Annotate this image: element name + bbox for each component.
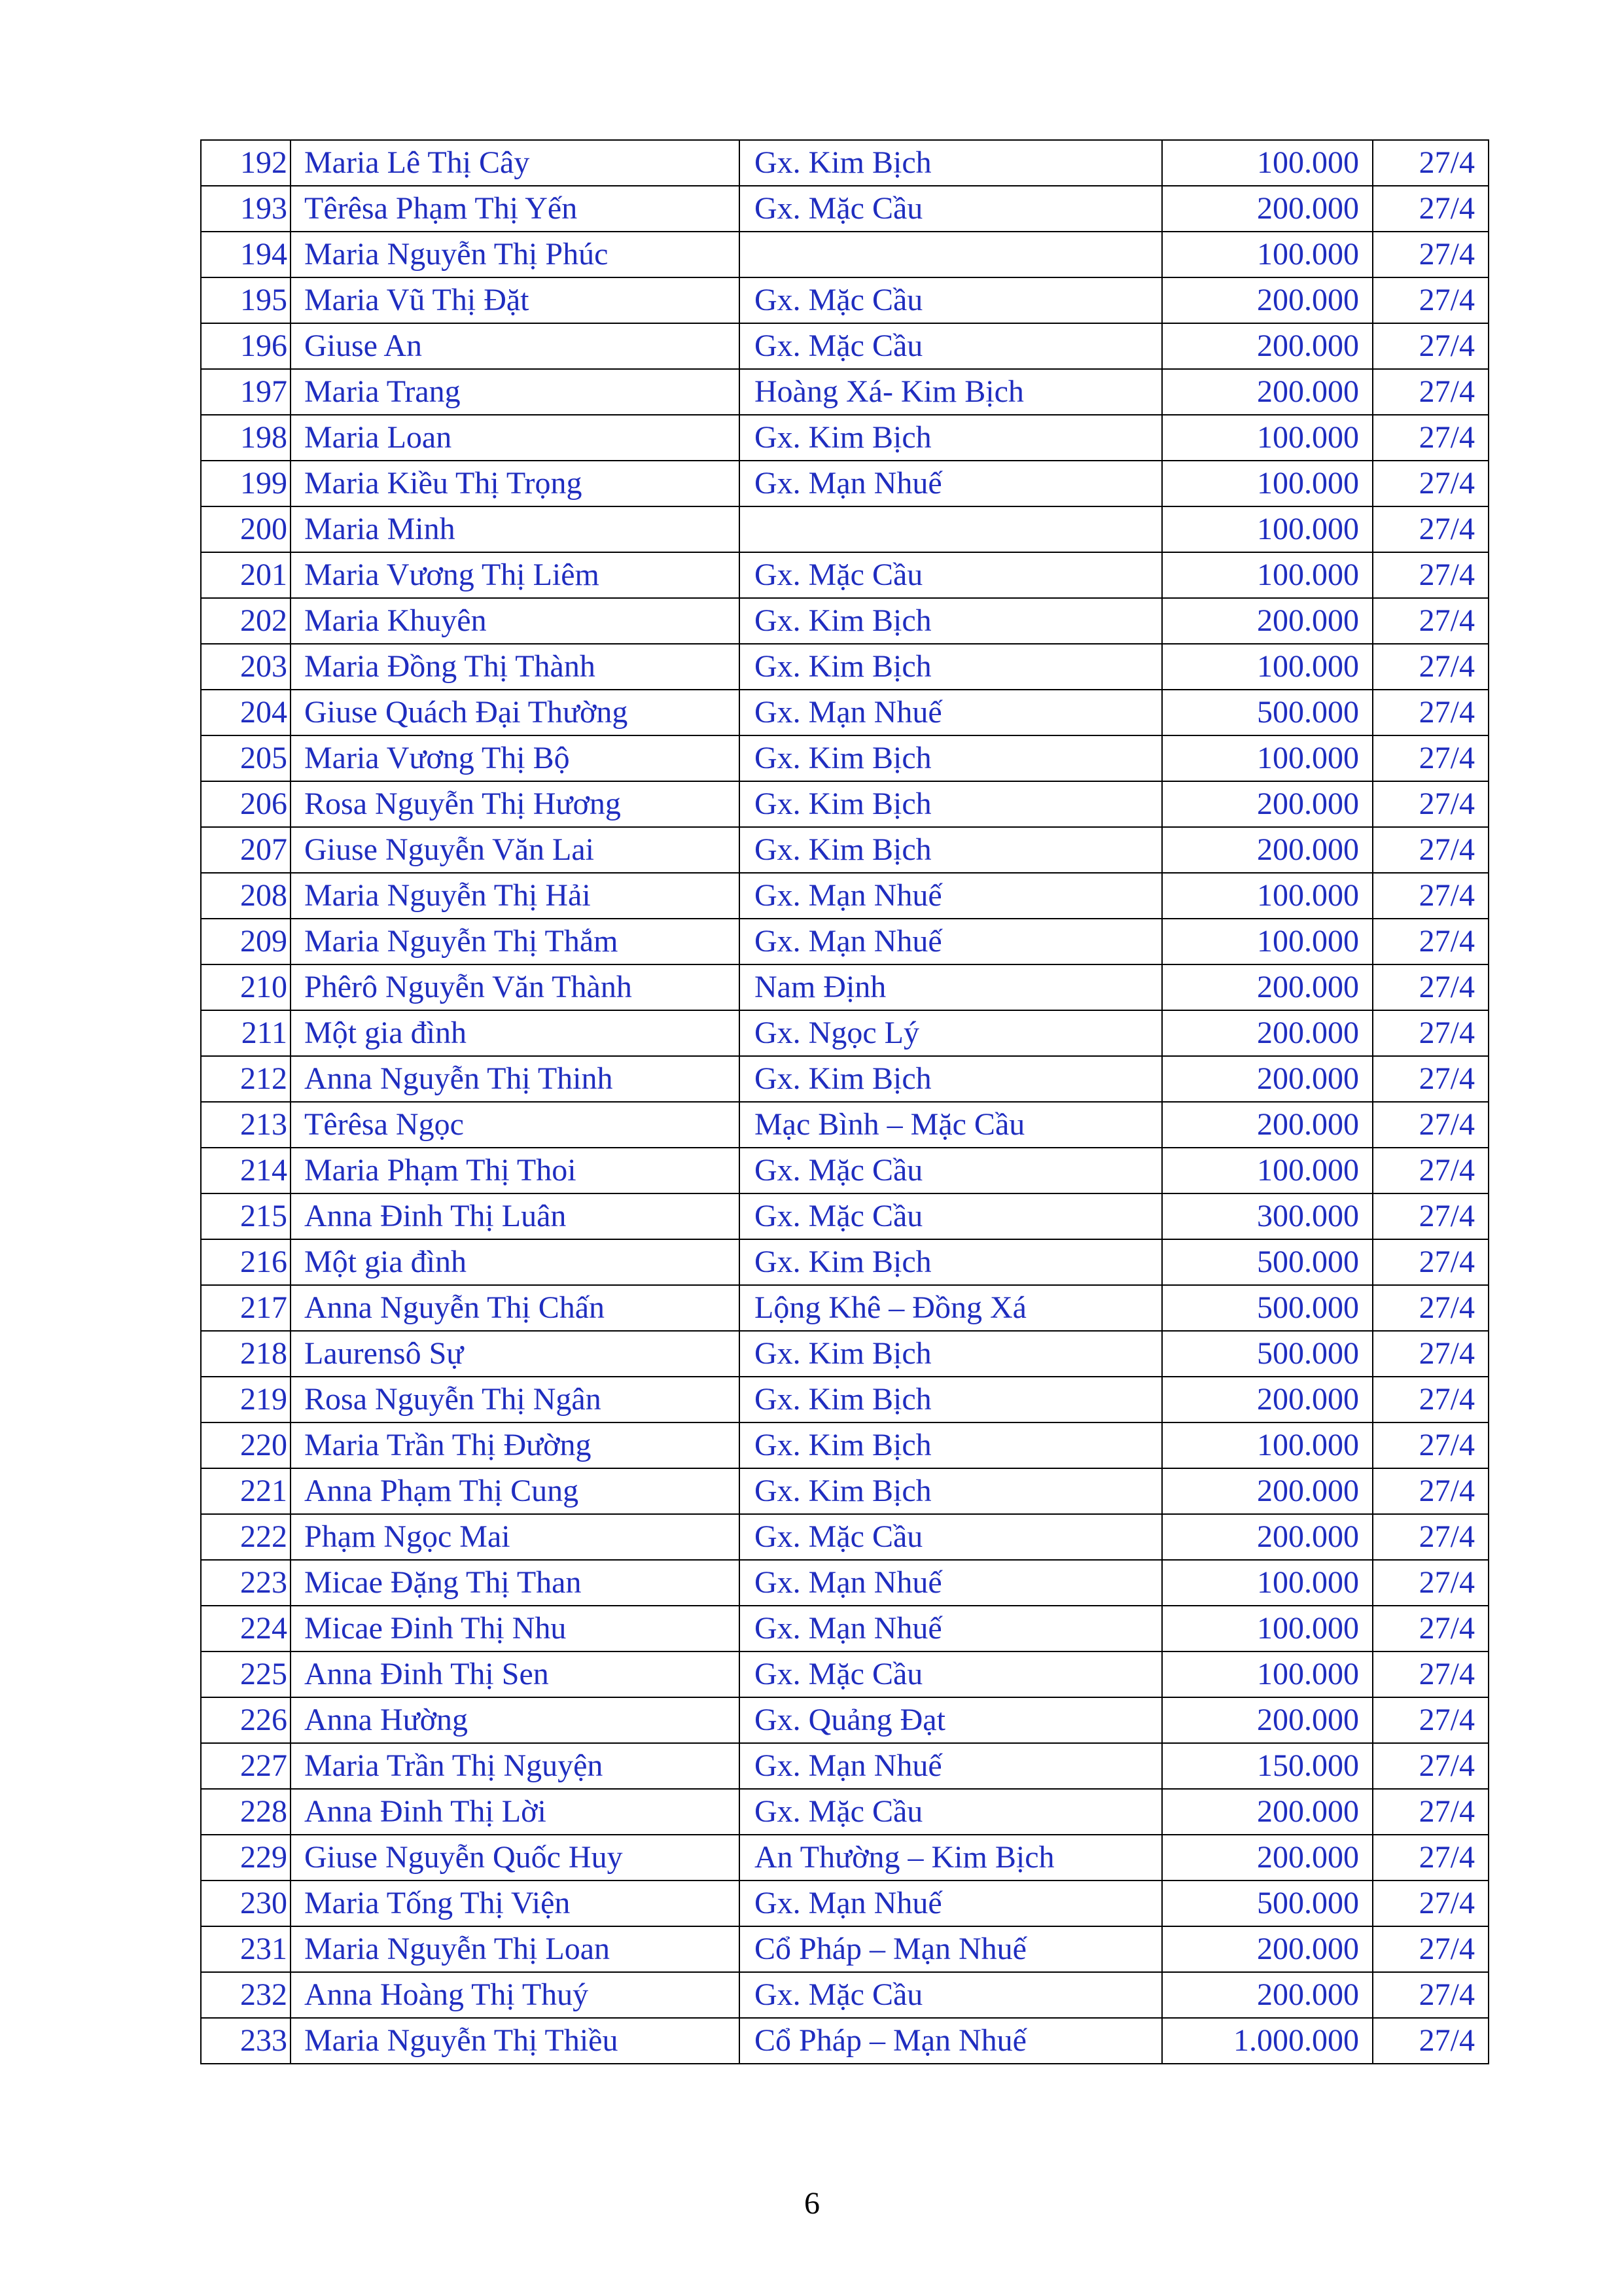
table-row bbox=[201, 919, 1489, 964]
parish-name: Gx. Mặc Cầu bbox=[739, 1789, 1162, 1835]
donation-date: 27/4 bbox=[1373, 1972, 1489, 2018]
donor-name: Laurensô Sự bbox=[291, 1331, 739, 1377]
parish-name: Gx. Mạn Nhuế bbox=[739, 873, 1162, 919]
donation-date: 27/4 bbox=[1373, 140, 1489, 186]
table-row bbox=[201, 415, 1489, 461]
parish-name: Gx. Mạn Nhuế bbox=[739, 690, 1162, 735]
table-row bbox=[201, 690, 1489, 735]
donation-amount: 100.000 bbox=[1162, 1651, 1373, 1697]
row-number: 224 bbox=[201, 1606, 291, 1651]
parish-name: Gx. Mặc Cầu bbox=[739, 1193, 1162, 1239]
row-number: 201 bbox=[201, 552, 291, 598]
donation-date: 27/4 bbox=[1373, 873, 1489, 919]
table-row bbox=[201, 1285, 1489, 1331]
table-row bbox=[201, 827, 1489, 873]
donation-amount: 200.000 bbox=[1162, 1102, 1373, 1148]
donation-amount: 200.000 bbox=[1162, 1377, 1373, 1422]
donor-name: Anna Đinh Thị Lời bbox=[291, 1789, 739, 1835]
donation-amount: 100.000 bbox=[1162, 873, 1373, 919]
donation-date: 27/4 bbox=[1373, 1697, 1489, 1743]
table-row bbox=[201, 644, 1489, 690]
donor-name: Maria Nguyễn Thị Thắm bbox=[291, 919, 739, 964]
parish-name: Gx. Mặc Cầu bbox=[739, 1148, 1162, 1193]
parish-name: Gx. Mặc Cầu bbox=[739, 277, 1162, 323]
donor-name: Maria Nguyễn Thị Thiều bbox=[291, 2018, 739, 2064]
donor-name: Phêrô Nguyễn Văn Thành bbox=[291, 964, 739, 1010]
donor-name: Maria Đồng Thị Thành bbox=[291, 644, 739, 690]
row-number: 216 bbox=[201, 1239, 291, 1285]
table-row bbox=[201, 1560, 1489, 1606]
parish-name: Gx. Mạn Nhuế bbox=[739, 919, 1162, 964]
row-number: 215 bbox=[201, 1193, 291, 1239]
donation-date: 27/4 bbox=[1373, 232, 1489, 277]
table-row bbox=[201, 1789, 1489, 1835]
parish-name: Gx. Kim Bịch bbox=[739, 827, 1162, 873]
row-number: 208 bbox=[201, 873, 291, 919]
donation-date: 27/4 bbox=[1373, 735, 1489, 781]
table-row bbox=[201, 186, 1489, 232]
row-number: 204 bbox=[201, 690, 291, 735]
table-row bbox=[201, 1193, 1489, 1239]
parish-name: Gx. Kim Bịch bbox=[739, 1468, 1162, 1514]
donation-date: 27/4 bbox=[1373, 1331, 1489, 1377]
donor-name: Anna Đinh Thị Sen bbox=[291, 1651, 739, 1697]
row-number: 222 bbox=[201, 1514, 291, 1560]
parish-name: Gx. Mặc Cầu bbox=[739, 1651, 1162, 1697]
donor-name: Maria Vương Thị Liêm bbox=[291, 552, 739, 598]
donor-name: Maria Trần Thị Đường bbox=[291, 1422, 739, 1468]
donation-date: 27/4 bbox=[1373, 1285, 1489, 1331]
row-number: 210 bbox=[201, 964, 291, 1010]
row-number: 226 bbox=[201, 1697, 291, 1743]
table-row bbox=[201, 598, 1489, 644]
table-row bbox=[201, 1468, 1489, 1514]
table-row bbox=[201, 1056, 1489, 1102]
table-row bbox=[201, 1606, 1489, 1651]
donor-name: Rosa Nguyễn Thị Ngân bbox=[291, 1377, 739, 1422]
donor-name: Maria Vũ Thị Đặt bbox=[291, 277, 739, 323]
donor-name: Maria Lê Thị Cây bbox=[291, 140, 739, 186]
parish-name bbox=[739, 232, 1162, 277]
donation-amount: 200.000 bbox=[1162, 277, 1373, 323]
table-row bbox=[201, 1102, 1489, 1148]
donation-date: 27/4 bbox=[1373, 598, 1489, 644]
parish-name: Gx. Kim Bịch bbox=[739, 1377, 1162, 1422]
table-row bbox=[201, 964, 1489, 1010]
parish-name: Lộng Khê – Đồng Xá bbox=[739, 1285, 1162, 1331]
parish-name: Gx. Mạn Nhuế bbox=[739, 461, 1162, 506]
donor-name: Anna Phạm Thị Cung bbox=[291, 1468, 739, 1514]
donor-name: Maria Trang bbox=[291, 369, 739, 415]
donation-amount: 100.000 bbox=[1162, 735, 1373, 781]
row-number: 193 bbox=[201, 186, 291, 232]
donation-amount: 100.000 bbox=[1162, 644, 1373, 690]
parish-name: Gx. Kim Bịch bbox=[739, 140, 1162, 186]
donation-date: 27/4 bbox=[1373, 644, 1489, 690]
donation-amount: 200.000 bbox=[1162, 1697, 1373, 1743]
row-number: 211 bbox=[201, 1010, 291, 1056]
donation-date: 27/4 bbox=[1373, 1377, 1489, 1422]
donation-date: 27/4 bbox=[1373, 415, 1489, 461]
donation-amount: 200.000 bbox=[1162, 598, 1373, 644]
donation-amount: 300.000 bbox=[1162, 1193, 1373, 1239]
table-row bbox=[201, 1881, 1489, 1926]
donation-date: 27/4 bbox=[1373, 1422, 1489, 1468]
donation-date: 27/4 bbox=[1373, 506, 1489, 552]
table-row bbox=[201, 1010, 1489, 1056]
parish-name: Gx. Kim Bịch bbox=[739, 781, 1162, 827]
table-row bbox=[201, 1926, 1489, 1972]
table-row bbox=[201, 1331, 1489, 1377]
row-number: 195 bbox=[201, 277, 291, 323]
table-row bbox=[201, 1651, 1489, 1697]
table-row bbox=[201, 1148, 1489, 1193]
parish-name: Gx. Quảng Đạt bbox=[739, 1697, 1162, 1743]
donation-date: 27/4 bbox=[1373, 277, 1489, 323]
donor-name: Maria Phạm Thị Thoi bbox=[291, 1148, 739, 1193]
donation-date: 27/4 bbox=[1373, 1239, 1489, 1285]
donation-amount: 500.000 bbox=[1162, 1881, 1373, 1926]
donation-date: 27/4 bbox=[1373, 1148, 1489, 1193]
donor-name: Rosa Nguyễn Thị Hương bbox=[291, 781, 739, 827]
parish-name: Gx. Mặc Cầu bbox=[739, 1972, 1162, 2018]
donor-name: Têrêsa Ngọc bbox=[291, 1102, 739, 1148]
donor-name: Maria Khuyên bbox=[291, 598, 739, 644]
donation-amount: 200.000 bbox=[1162, 1010, 1373, 1056]
donation-date: 27/4 bbox=[1373, 2018, 1489, 2064]
donation-amount: 200.000 bbox=[1162, 186, 1373, 232]
donation-amount: 100.000 bbox=[1162, 1560, 1373, 1606]
row-number: 206 bbox=[201, 781, 291, 827]
donation-date: 27/4 bbox=[1373, 1651, 1489, 1697]
donor-name: Maria Nguyễn Thị Phúc bbox=[291, 232, 739, 277]
table-row bbox=[201, 1835, 1489, 1881]
donor-name: Maria Vương Thị Bộ bbox=[291, 735, 739, 781]
row-number: 198 bbox=[201, 415, 291, 461]
donation-amount: 200.000 bbox=[1162, 964, 1373, 1010]
donation-amount: 200.000 bbox=[1162, 781, 1373, 827]
row-number: 230 bbox=[201, 1881, 291, 1926]
donation-amount: 200.000 bbox=[1162, 1056, 1373, 1102]
parish-name: Gx. Mạn Nhuế bbox=[739, 1881, 1162, 1926]
table-row bbox=[201, 781, 1489, 827]
row-number: 200 bbox=[201, 506, 291, 552]
donor-name: Giuse Nguyễn Văn Lai bbox=[291, 827, 739, 873]
parish-name: Hoàng Xá- Kim Bịch bbox=[739, 369, 1162, 415]
row-number: 223 bbox=[201, 1560, 291, 1606]
parish-name: Gx. Mạn Nhuế bbox=[739, 1606, 1162, 1651]
parish-name: Mạc Bình – Mặc Cầu bbox=[739, 1102, 1162, 1148]
table-row bbox=[201, 369, 1489, 415]
donation-amount: 100.000 bbox=[1162, 461, 1373, 506]
donation-date: 27/4 bbox=[1373, 1102, 1489, 1148]
donation-amount: 200.000 bbox=[1162, 1835, 1373, 1881]
donation-amount: 200.000 bbox=[1162, 1926, 1373, 1972]
parish-name: Gx. Kim Bịch bbox=[739, 598, 1162, 644]
donation-amount: 200.000 bbox=[1162, 827, 1373, 873]
donation-amount: 100.000 bbox=[1162, 1148, 1373, 1193]
donation-amount: 150.000 bbox=[1162, 1743, 1373, 1789]
donation-date: 27/4 bbox=[1373, 781, 1489, 827]
table-row bbox=[201, 1697, 1489, 1743]
row-number: 197 bbox=[201, 369, 291, 415]
row-number: 227 bbox=[201, 1743, 291, 1789]
donation-amount: 200.000 bbox=[1162, 1972, 1373, 2018]
row-number: 205 bbox=[201, 735, 291, 781]
parish-name: Gx. Ngọc Lý bbox=[739, 1010, 1162, 1056]
donor-name: Giuse An bbox=[291, 323, 739, 369]
donor-name: Anna Hường bbox=[291, 1697, 739, 1743]
row-number: 231 bbox=[201, 1926, 291, 1972]
row-number: 228 bbox=[201, 1789, 291, 1835]
donor-name: Maria Nguyễn Thị Hải bbox=[291, 873, 739, 919]
donation-date: 27/4 bbox=[1373, 1560, 1489, 1606]
donation-amount: 500.000 bbox=[1162, 690, 1373, 735]
donor-name: Giuse Quách Đại Thường bbox=[291, 690, 739, 735]
table-row bbox=[201, 1743, 1489, 1789]
parish-name: Gx. Mặc Cầu bbox=[739, 323, 1162, 369]
donation-date: 27/4 bbox=[1373, 1056, 1489, 1102]
table-body bbox=[201, 140, 1489, 2064]
donor-name: Anna Nguyễn Thị Chấn bbox=[291, 1285, 739, 1331]
row-number: 214 bbox=[201, 1148, 291, 1193]
row-number: 218 bbox=[201, 1331, 291, 1377]
parish-name bbox=[739, 506, 1162, 552]
donor-name: Maria Kiều Thị Trọng bbox=[291, 461, 739, 506]
parish-name: Cổ Pháp – Mạn Nhuế bbox=[739, 1926, 1162, 1972]
table-row bbox=[201, 735, 1489, 781]
row-number: 233 bbox=[201, 2018, 291, 2064]
donor-name: Một gia đình bbox=[291, 1010, 739, 1056]
donor-name: Một gia đình bbox=[291, 1239, 739, 1285]
donation-date: 27/4 bbox=[1373, 1835, 1489, 1881]
donation-date: 27/4 bbox=[1373, 186, 1489, 232]
donation-date: 27/4 bbox=[1373, 369, 1489, 415]
row-number: 232 bbox=[201, 1972, 291, 2018]
table-row bbox=[201, 552, 1489, 598]
donation-amount: 100.000 bbox=[1162, 415, 1373, 461]
table-row bbox=[201, 232, 1489, 277]
donation-date: 27/4 bbox=[1373, 1926, 1489, 1972]
donation-date: 27/4 bbox=[1373, 919, 1489, 964]
donation-amount: 200.000 bbox=[1162, 1468, 1373, 1514]
donation-amount: 100.000 bbox=[1162, 140, 1373, 186]
donation-amount: 100.000 bbox=[1162, 506, 1373, 552]
parish-name: Nam Định bbox=[739, 964, 1162, 1010]
donation-date: 27/4 bbox=[1373, 1789, 1489, 1835]
row-number: 217 bbox=[201, 1285, 291, 1331]
donor-name: Maria Trần Thị Nguyện bbox=[291, 1743, 739, 1789]
row-number: 194 bbox=[201, 232, 291, 277]
donor-name: Micae Đặng Thị Than bbox=[291, 1560, 739, 1606]
donation-date: 27/4 bbox=[1373, 552, 1489, 598]
donation-amount: 200.000 bbox=[1162, 323, 1373, 369]
parish-name: Gx. Mặc Cầu bbox=[739, 186, 1162, 232]
table-row bbox=[201, 1422, 1489, 1468]
parish-name: Gx. Kim Bịch bbox=[739, 1422, 1162, 1468]
donation-date: 27/4 bbox=[1373, 1468, 1489, 1514]
parish-name: Gx. Kim Bịch bbox=[739, 1331, 1162, 1377]
donation-amount: 200.000 bbox=[1162, 1514, 1373, 1560]
table-row bbox=[201, 2018, 1489, 2064]
parish-name: Gx. Kim Bịch bbox=[739, 1239, 1162, 1285]
donation-date: 27/4 bbox=[1373, 1010, 1489, 1056]
donation-amount: 100.000 bbox=[1162, 552, 1373, 598]
table-row bbox=[201, 1514, 1489, 1560]
row-number: 212 bbox=[201, 1056, 291, 1102]
donor-name: Maria Minh bbox=[291, 506, 739, 552]
donation-amount: 200.000 bbox=[1162, 369, 1373, 415]
donation-date: 27/4 bbox=[1373, 827, 1489, 873]
donation-amount: 100.000 bbox=[1162, 232, 1373, 277]
table-row bbox=[201, 1239, 1489, 1285]
donation-date: 27/4 bbox=[1373, 323, 1489, 369]
parish-name: Gx. Kim Bịch bbox=[739, 644, 1162, 690]
table-row bbox=[201, 506, 1489, 552]
parish-name: Gx. Mặc Cầu bbox=[739, 1514, 1162, 1560]
row-number: 221 bbox=[201, 1468, 291, 1514]
donation-date: 27/4 bbox=[1373, 1606, 1489, 1651]
donation-amount: 1.000.000 bbox=[1162, 2018, 1373, 2064]
donation-amount: 100.000 bbox=[1162, 1606, 1373, 1651]
row-number: 213 bbox=[201, 1102, 291, 1148]
table-row bbox=[201, 277, 1489, 323]
table-row bbox=[201, 1972, 1489, 2018]
donor-name: Phạm Ngọc Mai bbox=[291, 1514, 739, 1560]
row-number: 207 bbox=[201, 827, 291, 873]
donor-name: Anna Hoàng Thị Thuý bbox=[291, 1972, 739, 2018]
row-number: 220 bbox=[201, 1422, 291, 1468]
donation-amount: 100.000 bbox=[1162, 919, 1373, 964]
donor-name: Maria Loan bbox=[291, 415, 739, 461]
donor-name: Têrêsa Phạm Thị Yến bbox=[291, 186, 739, 232]
donor-name: Giuse Nguyễn Quốc Huy bbox=[291, 1835, 739, 1881]
row-number: 202 bbox=[201, 598, 291, 644]
parish-name: Gx. Kim Bịch bbox=[739, 1056, 1162, 1102]
row-number: 225 bbox=[201, 1651, 291, 1697]
parish-name: An Thường – Kim Bịch bbox=[739, 1835, 1162, 1881]
donor-name: Maria Tống Thị Viện bbox=[291, 1881, 739, 1926]
parish-name: Gx. Mặc Cầu bbox=[739, 552, 1162, 598]
donation-amount: 500.000 bbox=[1162, 1239, 1373, 1285]
donor-name: Anna Nguyễn Thị Thinh bbox=[291, 1056, 739, 1102]
donation-date: 27/4 bbox=[1373, 964, 1489, 1010]
donation-amount: 100.000 bbox=[1162, 1422, 1373, 1468]
table-row bbox=[201, 323, 1489, 369]
row-number: 229 bbox=[201, 1835, 291, 1881]
donation-date: 27/4 bbox=[1373, 1881, 1489, 1926]
donation-date: 27/4 bbox=[1373, 1514, 1489, 1560]
row-number: 209 bbox=[201, 919, 291, 964]
parish-name: Gx. Mạn Nhuế bbox=[739, 1560, 1162, 1606]
table-row bbox=[201, 873, 1489, 919]
row-number: 199 bbox=[201, 461, 291, 506]
donation-amount: 200.000 bbox=[1162, 1789, 1373, 1835]
parish-name: Gx. Mạn Nhuế bbox=[739, 1743, 1162, 1789]
donation-table bbox=[200, 139, 1489, 2064]
row-number: 196 bbox=[201, 323, 291, 369]
table-row bbox=[201, 461, 1489, 506]
donation-date: 27/4 bbox=[1373, 461, 1489, 506]
donation-date: 27/4 bbox=[1373, 1193, 1489, 1239]
parish-name: Cổ Pháp – Mạn Nhuế bbox=[739, 2018, 1162, 2064]
page-number: 6 bbox=[804, 2186, 820, 2221]
donation-amount: 500.000 bbox=[1162, 1331, 1373, 1377]
table-row bbox=[201, 140, 1489, 186]
donor-name: Maria Nguyễn Thị Loan bbox=[291, 1926, 739, 1972]
table-row bbox=[201, 1377, 1489, 1422]
donation-amount: 500.000 bbox=[1162, 1285, 1373, 1331]
donation-date: 27/4 bbox=[1373, 1743, 1489, 1789]
parish-name: Gx. Kim Bịch bbox=[739, 735, 1162, 781]
row-number: 203 bbox=[201, 644, 291, 690]
row-number: 219 bbox=[201, 1377, 291, 1422]
donor-name: Micae Đinh Thị Nhu bbox=[291, 1606, 739, 1651]
parish-name: Gx. Kim Bịch bbox=[739, 415, 1162, 461]
donor-name: Anna Đinh Thị Luân bbox=[291, 1193, 739, 1239]
row-number: 192 bbox=[201, 140, 291, 186]
donation-date: 27/4 bbox=[1373, 690, 1489, 735]
